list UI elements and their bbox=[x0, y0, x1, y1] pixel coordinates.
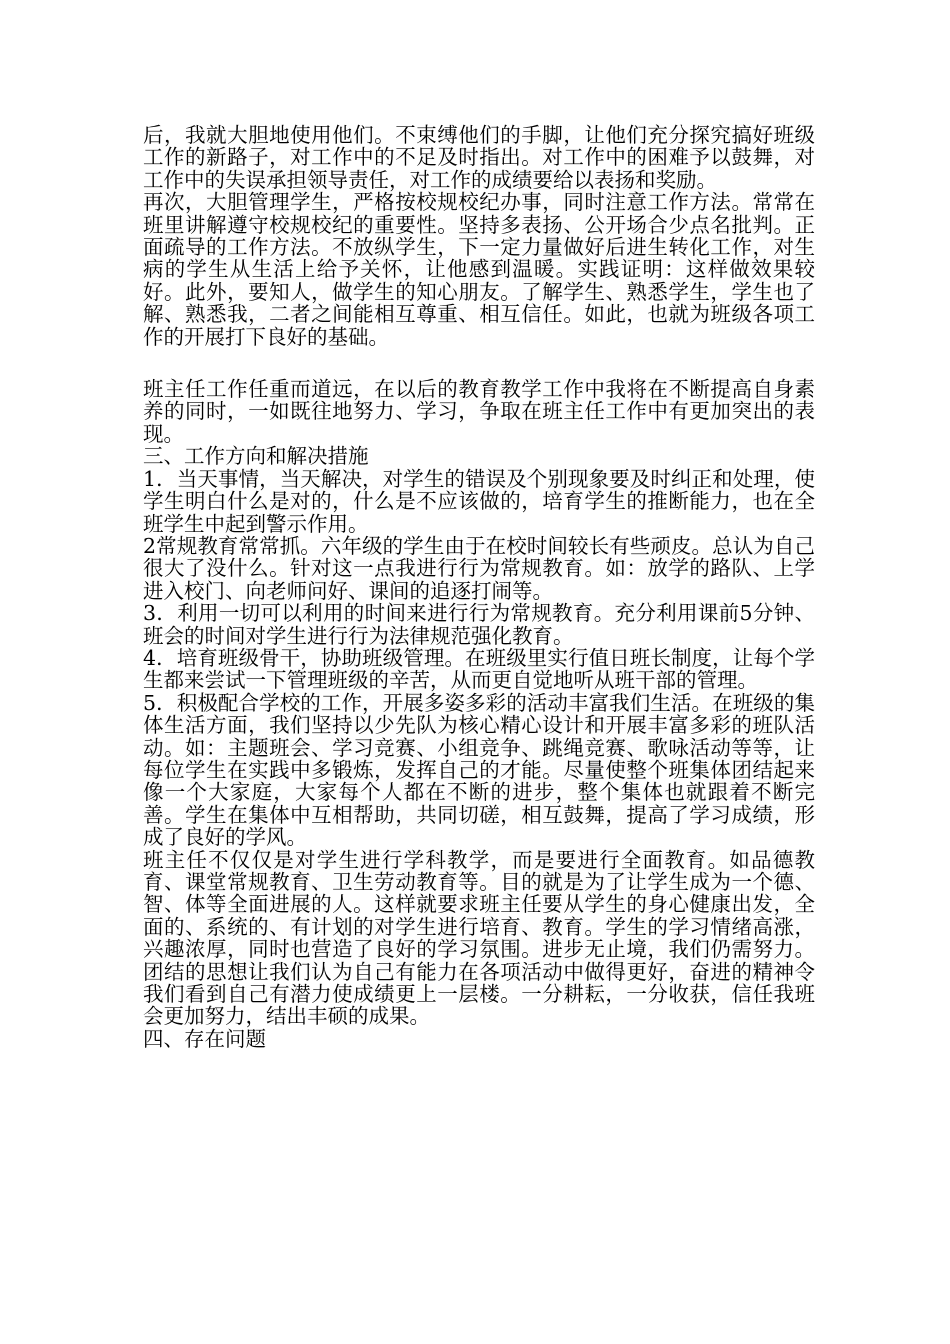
paragraph-spacer bbox=[143, 348, 815, 378]
list-item-5: 5．积极配合学校的工作，开展多姿多彩的活动丰富我们生活。在班级的集体生活方面，我们坚持以少先队为核心精心设计和开展丰富多彩的班队活动。如：主题班会、学习竞赛、小组竞争、跳绳竞赛、歌咏活动等等，让每位学生在实践中多锻炼，发挥自己的才能。尽量使整个班集体团结起来像一个大家庭，大家每个人都在不断的进步，整个集体也就跟着不断完善。学生在集体中互相帮助，共同切磋，相互鼓舞，提高了学习成绩，形成了良好的学风。 bbox=[143, 690, 815, 850]
section-heading-4: 四、存在问题 bbox=[143, 1026, 266, 1051]
list-item-2: 2常规教育常常抓。六年级的学生由于在校时间较长有些顽皮。总认为自己很大了没什么。针对这一点我进行行为常规教育。如：放学的路队、上学进入校门、向老师问好、课间的追逐打闹等。 bbox=[143, 533, 815, 603]
document-page bbox=[143, 124, 815, 1050]
paragraph-management: 再次，大胆管理学生，严格按校规校纪办事，同时注意工作方法。常常在班里讲解遵守校规校纪的重要性。坚持多表扬、公开场合少点名批判。正面疏导的工作方法。不放纵学生，下一定力量做好后进生转化工作，对生病的学生从生活上给予关怀，让他感到温暖。实践证明：这样做效果较好。此外，要知人，做学生的知心朋友。了解学生、熟悉学生，学生也了解、熟悉我，二者之间能相互尊重、相互信任。如此，也就为班级各项工作的开展打下良好的基础。 bbox=[143, 190, 815, 349]
list-item-1: 1．当天事情，当天解决，对学生的错误及个别现象要及时纠正和处理，使学生明白什么是对的，什么是不应该做的，培育学生的推断能力，也在全班学生中起到警示作用。 bbox=[143, 466, 815, 536]
list-item-4: 4．培育班级骨干，协助班级管理。在班级里实行值日班长制度，让每个学生都来尝试一下管理班级的辛苦，从而更自觉地听从班干部的管理。 bbox=[143, 645, 815, 693]
paragraph-leadership: 后，我就大胆地使用他们。不束缚他们的手脚，让他们充分探究搞好班级工作的新路子，对工作中的不足及时指出。对工作中的困难予以鼓舞，对工作中的失误承担领导责任，对工作的成绩要给以表扬和奖励。 bbox=[143, 123, 815, 192]
paragraph-comprehensive-education: 班主任不仅仅是对学生进行学科教学，而是要进行全面教育。如品德教育、课堂常规教育、卫生劳动教育等。目的就是为了让学生成为一个德、智、体等全面进展的人。这样就要求班主任要从学生的身心健康出发，全面的、系统的、有计划的对学生进行培育、教育。学生的学习情绪高涨，兴趣浓厚，同时也营造了良好的学习氛围。进步无止境，我们仍需努力。团结的思想让我们认为自己有能力在各项活动中做得更好，奋进的精神令我们看到自己有潜力使成绩更上一层楼。一分耕耘，一分收获，信任我班会更加努力，结出丰硕的成果。 bbox=[143, 847, 815, 1029]
section-heading-3: 三、工作方向和解决措施 bbox=[143, 444, 369, 469]
paragraph-outlook: 班主任工作任重而道远，在以后的教育教学工作中我将在不断提高自身素养的同时，一如既往地努力、学习，争取在班主任工作中有更加突出的表现。 bbox=[143, 377, 815, 446]
list-item-3: 3．利用一切可以利用的时间来进行行为常规教育。充分利用课前5分钟、班会的时间对学生进行行为法律规范强化教育。 bbox=[143, 601, 815, 648]
